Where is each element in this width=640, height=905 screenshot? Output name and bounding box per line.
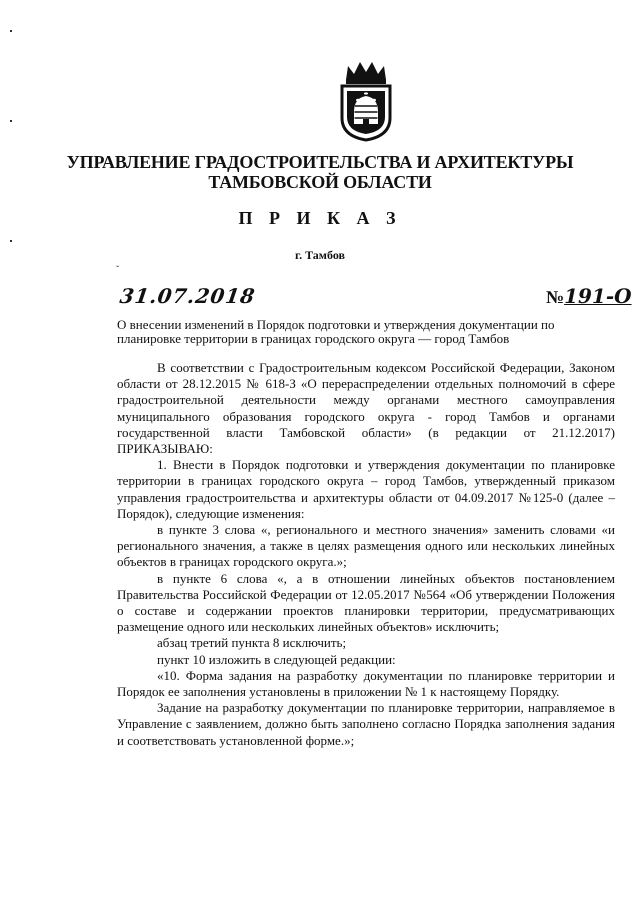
document-subject: О внесении изменений в Порядок подготовки и утверждения документации по планировке территории в границах городского округа — город Тамбов [117,317,555,346]
paragraph: абзац третий пункта 8 исключить; [157,635,347,651]
number-sign: № [546,287,565,307]
paragraph: В соответствии с Градостроительным кодексом Российской Федерации, Законом области от 28.12.2015 № 618-З «О перераспределении отдельных полномочий в сфере градостроительной деятельности между органами местного самоуправления муниципального образования городского округа - город Тамбов и органами государственной власти Тамбовской области» (в редакции от 21.12.2017) ПРИКАЗЫВАЮ: [117,360,615,457]
scan-mark [10,120,12,122]
paragraph: Задание на разработку документации по планировке территории, направляемое в Управление с заявлением, должно быть заполнено согласно Порядка заполнения задания и соответствовать установленной форме.»; [117,700,615,748]
paragraph: пункт 10 изложить в следующей редакции: [157,651,396,667]
document-body [117,360,615,749]
city-label: г. Тамбов [295,248,345,262]
paragraph: «10. Форма задания на разработку документации по планировке территории и Порядок ее заполнения установлены в приложении № 1 к настоящему Порядку. [117,667,615,700]
handwritten-number: 191-О [564,284,632,308]
paragraph: 1. Внести в Порядок подготовки и утверждения документации по планировке территории в границах городского округа – город Тамбов, утвержденный приказом управления градостроительства и архитектуры области от 04.09.2017 №125-0 (далее – Порядок), следующие изменения: [117,457,615,521]
paragraph: в пункте 6 слова «, а в отношении линейных объектов постановлением Правительства Российской Федерации от 12.05.2017 №564 «Об утверждении Положения о составе и содержании проектов планировки территории, предусматривающих размещение одного или нескольких линейных объектов» исключить; [117,570,615,635]
document-type-title: П Р И К А З [238,208,402,228]
paragraph: в пункте 3 слова «, регионального и местного значения» заменить словами «и регионального значения, а также в целях размещения одного или нескольких линейных объектов в границах городского округа.»; [117,522,615,570]
scan-mark [10,240,12,242]
handwritten-date: 31.07.2018 [118,284,257,308]
margin-mark: ˇ [116,265,120,276]
organization-name-line-2: ТАМБОВСКОЙ ОБЛАСТИ [208,172,432,192]
document-number [546,284,632,308]
coat-of-arms-icon [338,60,394,142]
scan-mark [10,30,12,32]
organization-name-line-1: УПРАВЛЕНИЕ ГРАДОСТРОИТЕЛЬСТВА И АРХИТЕКТУРЫ [66,152,574,172]
